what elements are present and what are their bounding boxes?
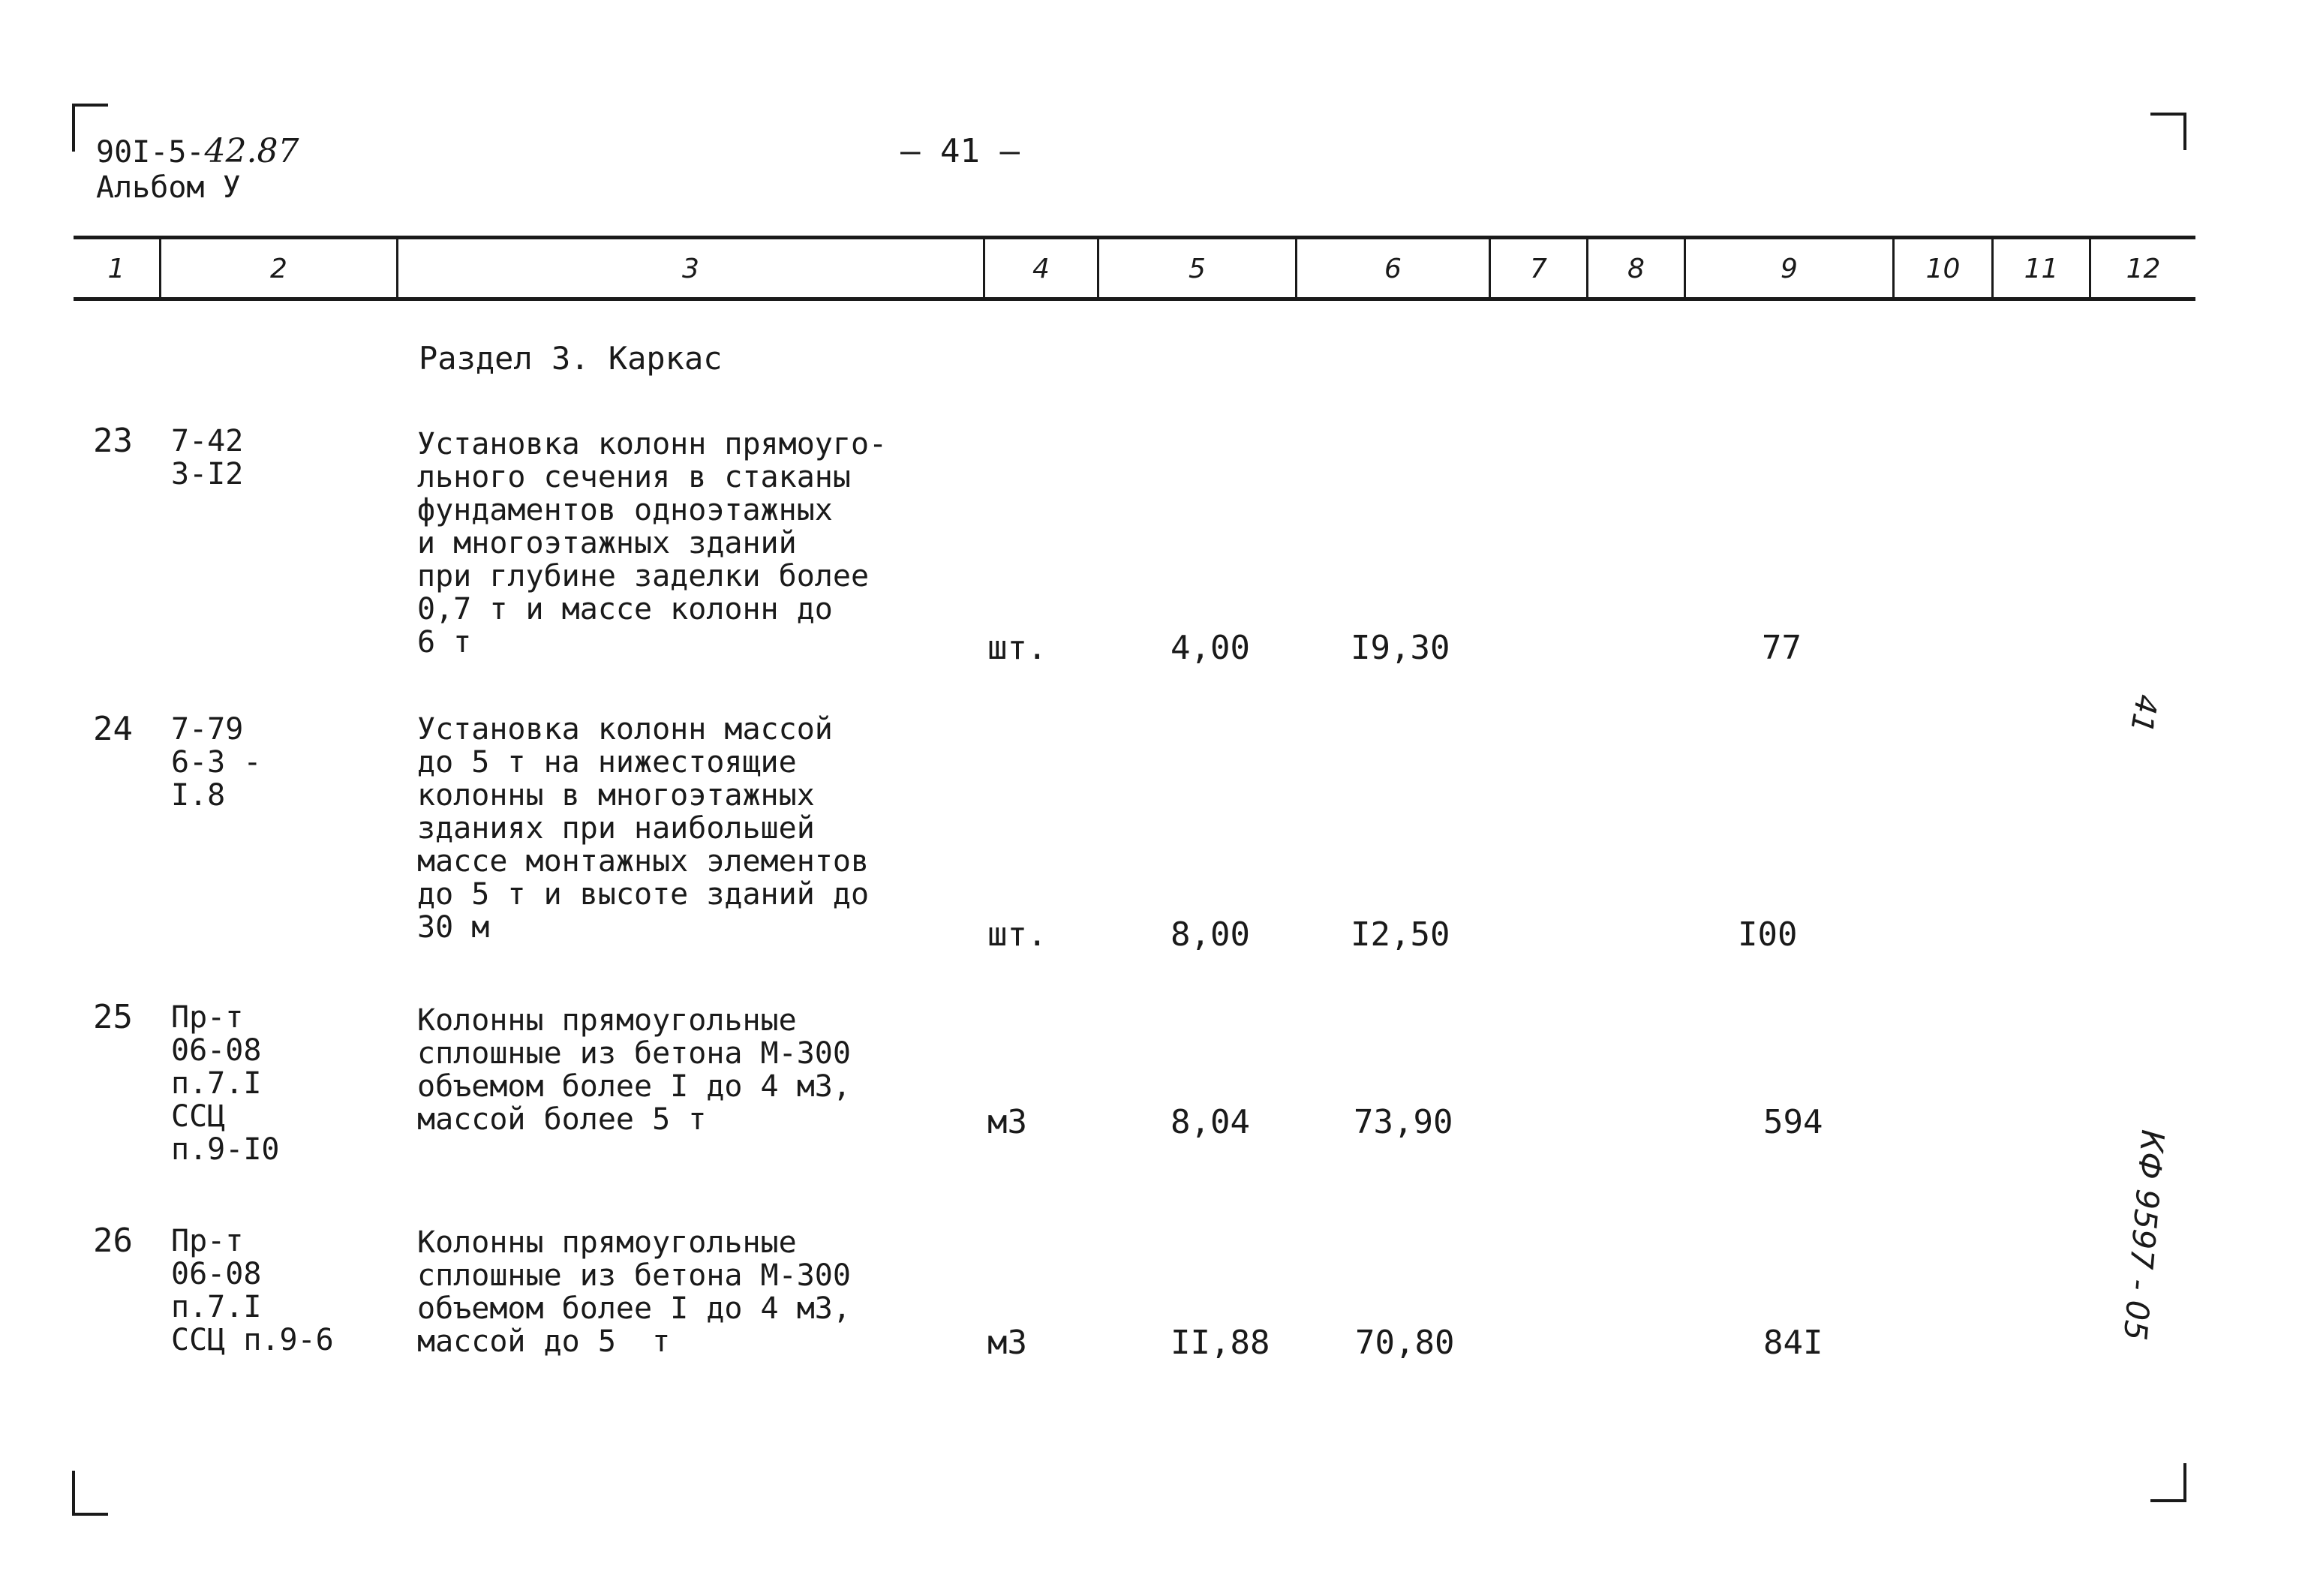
row-number: 24 [93,710,133,748]
row-quantity: 8,04 [1171,1103,1250,1141]
row-unit: м3 [987,1103,1027,1141]
column-header: 1 [107,253,125,284]
column-header: 6 [1384,253,1402,284]
column-header: 7 [1530,253,1547,284]
row-unit: м3 [987,1324,1027,1362]
row-price: I9,30 [1351,629,1450,667]
document-code-handwritten: 42.87 [204,132,299,170]
document-code-printed: 90I-5- [96,135,205,170]
row-price: 73,90 [1354,1103,1453,1141]
row-total: 84I [1763,1324,1823,1362]
column-header: 2 [270,253,287,284]
row-code: 7-42 3-I2 [171,424,244,491]
row-code: 7-79 6-3 - I.8 [171,712,262,813]
row-unit: шт. [987,629,1047,667]
column-header: 9 [1781,253,1798,284]
row-quantity: 8,00 [1171,915,1250,954]
column-header: 3 [682,253,699,284]
column-header: 12 [2126,253,2161,284]
row-code: Пр-т 06-08 п.7.I ССЦ п.9-6 [171,1224,334,1357]
album-label: Альбом У [96,170,241,205]
row-description: Колонны прямоугольные сплошные из бетона М-300 объемом более I до 4 м3, массой более 5 т [417,1003,851,1137]
corner-mark-bottom-left [72,1471,108,1516]
column-header: 8 [1627,253,1645,284]
document-code [96,132,299,170]
column-header: 4 [1032,253,1050,284]
row-code: Пр-т 06-08 п.7.I ССЦ п.9-I0 [171,1000,280,1167]
page-number: – 41 – [900,132,1020,170]
column-header: 10 [1925,253,1961,284]
archive-code-note: КФ 9597 - 05 [2116,1128,2171,1342]
column-header: 11 [2024,253,2059,284]
section-title: Раздел 3. Каркас [419,340,723,377]
row-unit: шт. [987,915,1047,954]
row-description: Установка колонн прямоуго- льного сечения в стаканы фундаментов одноэтажных и многоэтажных зданий при глубине заделки более 0,7 т и массе колонн до 6 т [417,427,888,660]
row-total: 77 [1762,629,1802,667]
row-description: Установка колонн массой до 5 т на нижестоящие колонны в многоэтажных зданиях при наибольшей массе монтажных элементов до 5 т и высоте зданий до 30 м [417,712,870,945]
sheet-mark-note: 41 [2123,692,2164,736]
corner-mark-bottom-right [2150,1463,2186,1502]
row-description: Колонны прямоугольные сплошные из бетона М-300 объемом более I до 4 м3, массой до 5 т [417,1225,851,1359]
row-total: 594 [1763,1103,1823,1141]
row-number: 25 [93,998,133,1036]
corner-mark-top-right [2150,113,2186,150]
row-number: 26 [93,1222,133,1260]
row-number: 23 [93,422,133,460]
row-price: 70,80 [1355,1324,1455,1362]
column-header: 5 [1189,253,1206,284]
row-price: I2,50 [1351,915,1450,954]
row-quantity: II,88 [1171,1324,1270,1362]
row-total: I00 [1738,915,1798,954]
row-quantity: 4,00 [1171,629,1250,667]
